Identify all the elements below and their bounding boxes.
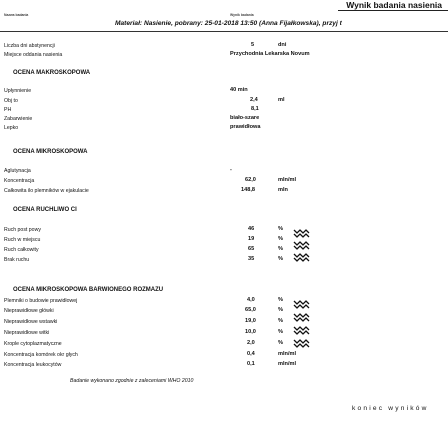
row-unit: % xyxy=(278,226,283,232)
row-value: 65,0 xyxy=(245,307,256,313)
column-header-name: Nazwa badania xyxy=(4,13,29,17)
row-value: 46 xyxy=(248,226,255,232)
row-value: 0,1 xyxy=(247,361,255,367)
row-value: 19 xyxy=(248,236,255,242)
title-underline xyxy=(338,10,448,11)
row-unit: % xyxy=(278,340,283,346)
section-title-macro: OCENA MAKROSKOPOWA xyxy=(13,70,91,76)
row-label: Nieprawidłowe wstawki xyxy=(4,319,58,325)
row-label: Obj to xyxy=(4,98,18,104)
row-label: Lepko xyxy=(4,125,19,131)
row-unit: mln/ml xyxy=(278,177,297,183)
section-title-stained: OCENA MIKROSKOPOWA BARWIONEGO ROZMAZU xyxy=(13,287,164,293)
row-label: PH xyxy=(4,107,12,113)
row-label: Koncentracja komórek okr głych xyxy=(4,352,78,358)
row-value: biało-szare xyxy=(230,115,260,121)
row-unit: % xyxy=(278,246,283,252)
row-value: 40 min xyxy=(230,87,248,93)
row-label: Ruch całkowity xyxy=(4,247,39,253)
report-title: Wynik badania nasienia xyxy=(346,0,442,10)
row-unit: % xyxy=(278,256,283,262)
row-value: prawidłowa xyxy=(230,124,261,130)
row-value: 148,8 xyxy=(241,187,255,193)
row-label: Zabarwienie xyxy=(4,116,33,122)
row-unit: mln/ml xyxy=(278,361,297,367)
row-unit: % xyxy=(278,297,283,303)
section-title-micro: OCENA MIKROSKOPOWA xyxy=(13,149,88,155)
row-value: 5 xyxy=(251,42,255,48)
row-label: Całkowita ilo plemników w ejakulacie xyxy=(4,188,89,194)
row-label: Krople cytoplazmatyczne xyxy=(4,341,62,347)
row-value: 35 xyxy=(248,256,255,262)
row-value: 62,0 xyxy=(245,177,256,183)
row-value: 8,1 xyxy=(251,106,259,112)
row-value: 65 xyxy=(248,246,255,252)
row-label: Koncentracja leukocytów xyxy=(4,362,62,368)
row-unit: dni xyxy=(278,42,287,48)
row-label: Brak ruchu xyxy=(4,257,30,263)
row-label: Upłynnienie xyxy=(4,88,32,94)
row-value: - xyxy=(230,167,232,173)
row-value: 19,0 xyxy=(245,318,256,324)
section-title-motility: OCENA RUCHLIWO CI xyxy=(13,207,77,213)
row-value: 2,0 xyxy=(247,340,255,346)
row-value: Przychodnia Lekarska Novum xyxy=(230,51,310,57)
column-header-result: Wynik badania xyxy=(230,13,254,17)
row-label: Aglutynacja xyxy=(4,168,31,174)
row-unit: % xyxy=(278,318,283,324)
row-unit: mln/ml xyxy=(278,351,297,357)
header-divider xyxy=(0,31,448,32)
row-unit: mln xyxy=(278,187,288,193)
row-label: Liczba dni abstynencji xyxy=(4,43,55,49)
row-unit: % xyxy=(278,329,283,335)
end-of-results: koniec wyników xyxy=(352,405,429,412)
row-label: Nieprawidłowe główki xyxy=(4,308,54,314)
row-label: Nieprawidłowe witki xyxy=(4,330,50,336)
row-value: 4,0 xyxy=(247,297,255,303)
row-value: 10,0 xyxy=(245,329,256,335)
row-unit: ml xyxy=(278,97,285,103)
motility-interpretation-marks xyxy=(293,226,311,266)
row-label: Miejsce oddania nasienia xyxy=(4,52,63,58)
row-label: Koncentracja xyxy=(4,178,35,184)
row-value: 0,4 xyxy=(247,351,255,357)
row-label: Ruch w miejscu xyxy=(4,237,41,243)
row-value: 2,4 xyxy=(250,97,258,103)
row-label: Plemniki o budowie prawidłowej xyxy=(4,298,78,304)
method-note: Badanie wykonano zgodnie z zaleceniami WHO 2010 xyxy=(70,378,194,384)
stained-interpretation-marks xyxy=(293,297,311,367)
row-label: Ruch post powy xyxy=(4,227,41,233)
row-unit: % xyxy=(278,236,283,242)
material-info: Materiał: Nasienie, pobrany: 25-01-2018 13:50 (Anna Fijałkowska), przyj t xyxy=(115,20,342,27)
row-unit: % xyxy=(278,307,283,313)
